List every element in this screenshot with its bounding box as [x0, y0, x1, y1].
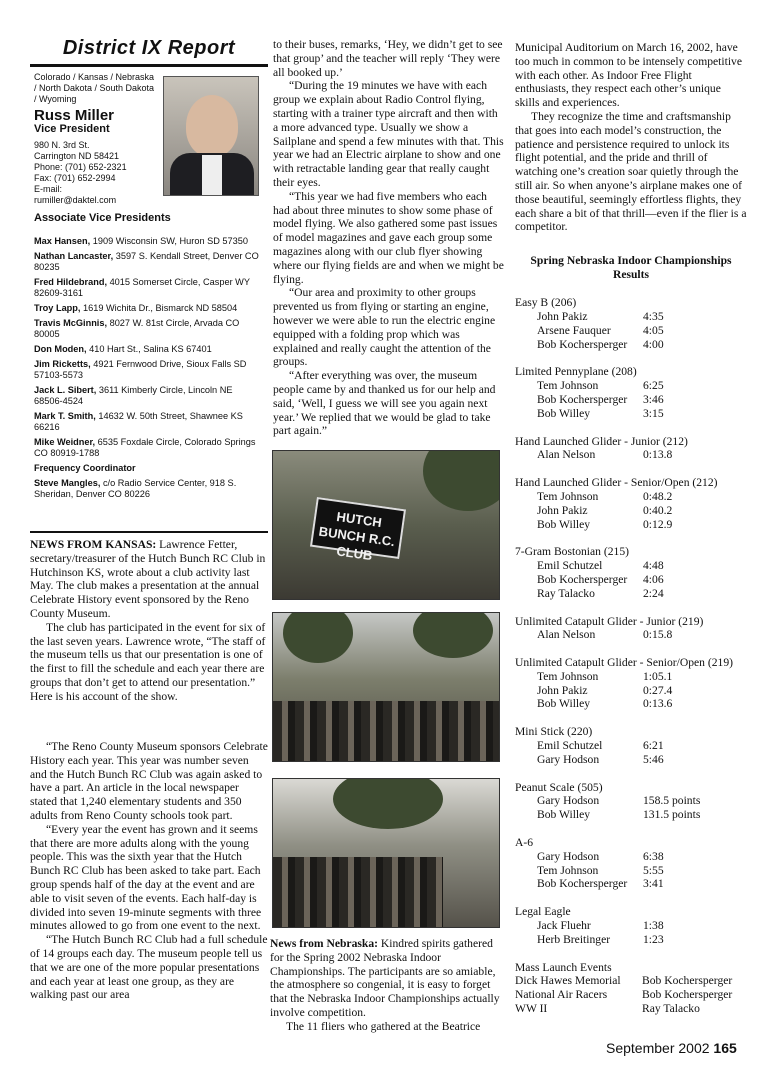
- paragraph-text: Kindred spirits gathered for the Spring 2002 Nebraska Indoor Championships. The participants are so amiable, the atmosphere so congenial, it is easy to forget that the Nebraska Indoor Championships actually involve competition.: [270, 937, 500, 1019]
- result-category: [515, 296, 747, 351]
- result-category: [515, 476, 747, 531]
- flier-name: Tem Johnson: [537, 379, 599, 393]
- flier-result: 0:48.2: [643, 489, 673, 503]
- paragraph: “During the 19 minutes we have with each group we explain about Radio Control flying, starting with a trainer type aircraft and then with a more advanced type. Usually we show a Sailplane and spend a few minutes with that. This year we had an Electric airplane to show and one with retractable landing gear that really caught their eyes.: [273, 79, 504, 189]
- frequency-coordinator: [34, 478, 262, 500]
- result-row: [515, 407, 747, 421]
- paragraph: “The Hutch Bunch RC Club had a full schedule of 14 groups each day. The museum people tell us that we are one of the more popular presentations and each year at least one group, as they are walking past our area: [30, 933, 268, 1002]
- event-winner: Ray Talacko: [642, 1002, 700, 1016]
- result-row: [515, 808, 747, 822]
- vp-title: Vice President: [34, 123, 110, 135]
- nebraska-article-part2: [515, 41, 747, 1016]
- associate-name: Mike Weidner,: [34, 437, 96, 447]
- result-row: [515, 628, 747, 642]
- flier-result: 3:15: [643, 406, 664, 420]
- flier-result: 4:00: [643, 337, 664, 351]
- vp-contact: [34, 140, 164, 206]
- flier-result: 0:13.6: [643, 697, 673, 711]
- kansas-article-part3: [273, 38, 505, 438]
- associate-name: Steve Mangles,: [34, 478, 101, 488]
- result-row: [515, 559, 747, 573]
- associate-name: Max Hansen,: [34, 236, 91, 246]
- result-category: [515, 615, 747, 643]
- flier-result: 0:13.8: [643, 448, 673, 462]
- category-name: 7-Gram Bostonian (215): [515, 545, 629, 559]
- result-category: [515, 435, 747, 463]
- result-row: [515, 1002, 747, 1016]
- associate-item: [34, 236, 262, 247]
- flier-name: Tem Johnson: [537, 669, 599, 683]
- flier-name: Bob Kochersperger: [537, 572, 628, 586]
- associate-addr: 4921 Fernwood Drive, Sioux Falls SD 57103-5573: [34, 359, 247, 380]
- kansas-article-part1: [30, 538, 268, 704]
- photo-students: [272, 612, 500, 762]
- associate-addr: 3611 Kimberly Circle, Lincoln NE 68506-4524: [34, 385, 233, 406]
- result-category: [515, 905, 747, 946]
- flier-result: 3:41: [643, 877, 664, 891]
- flier-name: Emil Schutzel: [537, 739, 603, 753]
- district-states: Colorado / Kansas / Nebraska / North Dakota / South Dakota / Wyoming: [34, 72, 155, 104]
- associate-name: Troy Lapp,: [34, 303, 81, 313]
- portrait-shirt: [202, 155, 222, 195]
- associate-item: [34, 411, 262, 433]
- flier-result: 0:40.2: [643, 503, 673, 517]
- paragraph-text: Lawrence Fetter, secretary/treasurer of the Hutch Bunch RC Club in Hutchinson KS, wrote about a club activity last May. The club makes a presentation at the annual Celebrate History event sponsored by the Reno County Museum.: [30, 538, 266, 620]
- associates-heading: Associate Vice Presidents: [34, 212, 171, 224]
- associate-addr: 3597 S. Kendall Street, Denver CO 80235: [34, 251, 259, 272]
- result-row: [515, 670, 747, 684]
- associate-addr: 4015 Somerset Circle, Casper WY 82609-3161: [34, 277, 250, 298]
- vp-name: Russ Miller: [34, 107, 115, 124]
- associate-name: Jim Ricketts,: [34, 359, 91, 369]
- flier-result: 2:24: [643, 586, 664, 600]
- paragraph: They recognize the time and craftsmanship that goes into each model’s construction, the patience and persistence required to unlock its flight potential, and the pride and thrill of watching one’s creation soar quietly through the still air. So when anyone’s airplane makes one of those beautiful, seemingly effortless flights, they each share a bit of that thrill—even if the flier is a competitor.: [515, 109, 747, 234]
- flier-name: John Pakiz: [537, 309, 588, 323]
- associate-addr: 6535 Foxdale Circle, Colorado Springs CO 80919-1788: [34, 437, 256, 458]
- paragraph: The club has participated in the event for six of the last seven years. Lawrence wrote, “The staff of the museum tells us that our presentation is one of the first to fill the schedule and each year there are groups that don’t get to attend our presentation.” Here is his account of the show.: [30, 620, 266, 703]
- flier-name: Tem Johnson: [537, 489, 599, 503]
- flier-name: Gary Hodson: [537, 752, 600, 766]
- result-row: [515, 324, 747, 338]
- associates-list: [34, 236, 262, 504]
- category-name: A-6: [515, 836, 534, 850]
- result-row: [515, 864, 747, 878]
- contact-line: 980 N. 3rd St.: [34, 140, 90, 150]
- flier-result: 158.5 points: [643, 794, 701, 808]
- flier-result: 4:48: [643, 559, 664, 573]
- photo-tree: [423, 450, 500, 511]
- result-row: [515, 974, 747, 988]
- flier-name: Gary Hodson: [537, 849, 600, 863]
- flier-name: Jack Fluehr: [537, 919, 591, 933]
- result-row: [515, 753, 747, 767]
- vp-portrait-photo: [163, 76, 259, 196]
- associate-addr: c/o Radio Service Center, 918 S. Sheridan, Denver CO 80226: [34, 478, 237, 499]
- flier-result: 4:06: [643, 572, 664, 586]
- photo-club-banner: [272, 450, 500, 600]
- paragraph: “The Reno County Museum sponsors Celebrate History each year. This year was number seven and the Hutch Bunch RC Club was again asked to have a part. An article in the local newspaper stated that 1,240 elementary students and 350 adults from Reno County schools took part.: [30, 740, 268, 822]
- paragraph: “Our area and proximity to other groups prevented us from flying or starting an engine, however we were able to run the electric engine equipped with a folding prop which was explained and really caught the attention of the groups.: [273, 286, 496, 369]
- mass-launch-events: [515, 961, 747, 1016]
- paragraph: The 11 fliers who gathered at the Beatrice: [286, 1019, 481, 1033]
- flier-name: Arsene Fauquer: [537, 323, 611, 337]
- result-row: [515, 684, 747, 698]
- result-row: [515, 697, 747, 711]
- category-name: Unlimited Catapult Glider - Junior (219): [515, 614, 704, 628]
- flier-result: 6:38: [643, 849, 664, 863]
- flier-name: Bob Willey: [537, 406, 591, 420]
- section-title: District IX Report: [62, 37, 236, 59]
- paragraph: “This year we had five members who each had about three minutes to show some phase of model flying. We also gathered some past issues of model magazines and gave each group some magazines along with our club flyer showing where our flying fields are and when we might be flying.: [273, 189, 504, 286]
- associate-item: [34, 437, 262, 459]
- page-number: 165: [713, 1040, 737, 1056]
- paragraph: to their buses, remarks, ‘Hey, we didn’t get to see that group’ and the teacher will reply ‘They were all booked up.’: [273, 38, 503, 79]
- associate-name: Travis McGinnis,: [34, 318, 108, 328]
- flier-result: 4:05: [643, 323, 664, 337]
- result-row: [515, 393, 747, 407]
- result-category: [515, 656, 747, 711]
- event-winner: Bob Kochersperger: [642, 974, 733, 988]
- category-name: Hand Launched Glider - Senior/Open (212): [515, 476, 718, 490]
- associate-addr: 1909 Wisconsin SW, Huron SD 57350: [92, 236, 248, 246]
- result-row: [515, 518, 747, 532]
- photo-tree: [283, 612, 353, 663]
- contact-line: Carrington ND 58421: [34, 151, 120, 161]
- contact-line: Phone: (701) 652-2321: [34, 162, 127, 172]
- flier-name: Herb Breitinger: [537, 932, 611, 946]
- result-row: [515, 587, 747, 601]
- flier-result: 0:15.8: [643, 628, 673, 642]
- photo-tree: [413, 612, 493, 658]
- issue-date: September 2002: [606, 1040, 710, 1056]
- result-row: [515, 794, 747, 808]
- associate-item: [34, 344, 262, 355]
- flier-result: 0:27.4: [643, 683, 673, 697]
- flier-result: 5:46: [643, 752, 664, 766]
- flier-result: 1:23: [643, 932, 664, 946]
- results-heading: Spring Nebraska Indoor Championships Results: [530, 254, 732, 282]
- category-name: Easy B (206): [515, 296, 577, 310]
- result-category: [515, 781, 747, 822]
- flier-name: John Pakiz: [537, 683, 588, 697]
- photo-crowd: [273, 857, 443, 927]
- associate-name: Jack L. Sibert,: [34, 385, 97, 395]
- flier-name: Gary Hodson: [537, 794, 600, 808]
- result-row: [515, 379, 747, 393]
- category-name: Mass Launch Events: [515, 960, 612, 974]
- flier-name: Emil Schutzel: [537, 559, 603, 573]
- associate-item: [34, 359, 262, 381]
- paragraph: Municipal Auditorium on March 16, 2002, have too much in common to be intensely competitive with each other. As Indoor Free Flight enthusiasts, they respect each other’s unique skills and experiences.: [515, 41, 743, 110]
- result-category: [515, 836, 747, 891]
- associate-item: [34, 251, 262, 273]
- flier-name: Bob Willey: [537, 808, 591, 822]
- flier-name: Bob Kochersperger: [537, 337, 628, 351]
- category-name: Limited Pennyplane (208): [515, 365, 637, 379]
- result-row: [515, 310, 747, 324]
- associate-addr: 8027 W. 81st Circle, Arvada CO 80005: [34, 318, 240, 339]
- associate-name: Nathan Lancaster,: [34, 251, 114, 261]
- event-name: National Air Racers: [515, 988, 608, 1002]
- category-name: Hand Launched Glider - Junior (212): [515, 434, 688, 448]
- photo-crowd-field: [272, 778, 500, 928]
- paragraph: [30, 538, 268, 621]
- category-name: Mini Stick (220): [515, 725, 593, 739]
- result-row: [515, 919, 747, 933]
- frequency-heading: [34, 463, 262, 474]
- nebraska-article-part1: [270, 937, 502, 1034]
- result-row: [515, 739, 747, 753]
- flier-result: 0:12.9: [643, 517, 673, 531]
- results-list: [515, 296, 747, 1016]
- flier-result: 3:46: [643, 392, 664, 406]
- category-name: Unlimited Catapult Glider - Senior/Open (219): [515, 656, 733, 670]
- result-category: [515, 545, 747, 600]
- category-name: Legal Eagle: [515, 905, 571, 919]
- associate-item: [34, 303, 262, 314]
- contact-line: Fax: (701) 652-2994: [34, 173, 116, 183]
- result-row: [515, 877, 747, 891]
- flier-result: 1:38: [643, 919, 664, 933]
- result-row: [515, 988, 747, 1002]
- flier-name: John Pakiz: [537, 503, 588, 517]
- associate-addr: 410 Hart St., Salina KS 67401: [89, 344, 212, 354]
- frequency-heading-text: Frequency Coordinator: [34, 463, 136, 473]
- paragraph: “Every year the event has grown and it seems that there are more adults along with the young people. This was the sixth year that the Hutch Bunch RC Club has been asked to take part. Each group spends half of the day at the event and are able to visit seven of the events. Each half-day is divided into seven 19-minute segments with three minutes allowed to go from one event to the next.: [30, 822, 262, 933]
- associate-item: [34, 318, 262, 340]
- paragraph: “After everything was over, the museum people came by and thanked us for our help and said, ‘Well, I guess we will see you again next year.’ We replied that we would be glad to take part again.”: [273, 369, 496, 438]
- event-winner: Bob Kochersperger: [642, 988, 733, 1002]
- result-category: [515, 725, 747, 766]
- header-rule: [30, 64, 268, 67]
- flier-name: Bob Willey: [537, 517, 591, 531]
- result-row: [515, 933, 747, 947]
- associate-name: Mark T. Smith,: [34, 411, 96, 421]
- nebraska-lead: News from Nebraska:: [270, 937, 378, 950]
- flier-result: 1:05.1: [643, 669, 673, 683]
- associates-rule: [30, 531, 268, 533]
- event-name: Dick Hawes Memorial: [515, 974, 621, 988]
- associate-item: [34, 385, 262, 407]
- flier-name: Alan Nelson: [537, 448, 596, 462]
- flier-result: 4:35: [643, 309, 664, 323]
- contact-email: rumiller@daktel.com: [34, 195, 117, 205]
- paragraph: [270, 937, 502, 1020]
- result-row: [515, 573, 747, 587]
- flier-name: Tem Johnson: [537, 863, 599, 877]
- kansas-lead: NEWS FROM KANSAS:: [30, 538, 157, 551]
- result-row: [515, 850, 747, 864]
- associate-item: [34, 277, 262, 299]
- associate-addr: 1619 Wichita Dr., Bismarck ND 58504: [83, 303, 238, 313]
- club-banner: HUTCH BUNCH R.C. CLUB: [310, 497, 406, 559]
- contact-line: E-mail:: [34, 184, 63, 194]
- result-row: [515, 338, 747, 352]
- flier-name: Ray Talacko: [537, 586, 595, 600]
- result-row: [515, 490, 747, 504]
- photo-tree: [333, 778, 443, 829]
- associate-name: Don Moden,: [34, 344, 87, 354]
- result-row: [515, 504, 747, 518]
- result-row: [515, 448, 747, 462]
- flier-result: 5:55: [643, 863, 664, 877]
- portrait-face: [186, 95, 238, 157]
- flier-name: Bob Kochersperger: [537, 877, 628, 891]
- flier-result: 6:25: [643, 379, 664, 393]
- photo-crowd: [273, 701, 500, 761]
- page-footer: [606, 1040, 737, 1056]
- flier-name: Bob Kochersperger: [537, 392, 628, 406]
- result-category: [515, 365, 747, 420]
- associate-name: Fred Hildebrand,: [34, 277, 107, 287]
- category-name: Peanut Scale (505): [515, 780, 603, 794]
- flier-name: Bob Willey: [537, 697, 591, 711]
- event-name: WW II: [515, 1002, 548, 1016]
- flier-result: 6:21: [643, 739, 664, 753]
- kansas-article-part2: [30, 740, 268, 1002]
- associate-addr: 14632 W. 50th Street, Shawnee KS 66216: [34, 411, 243, 432]
- flier-name: Alan Nelson: [537, 628, 596, 642]
- flier-result: 131.5 points: [643, 808, 701, 822]
